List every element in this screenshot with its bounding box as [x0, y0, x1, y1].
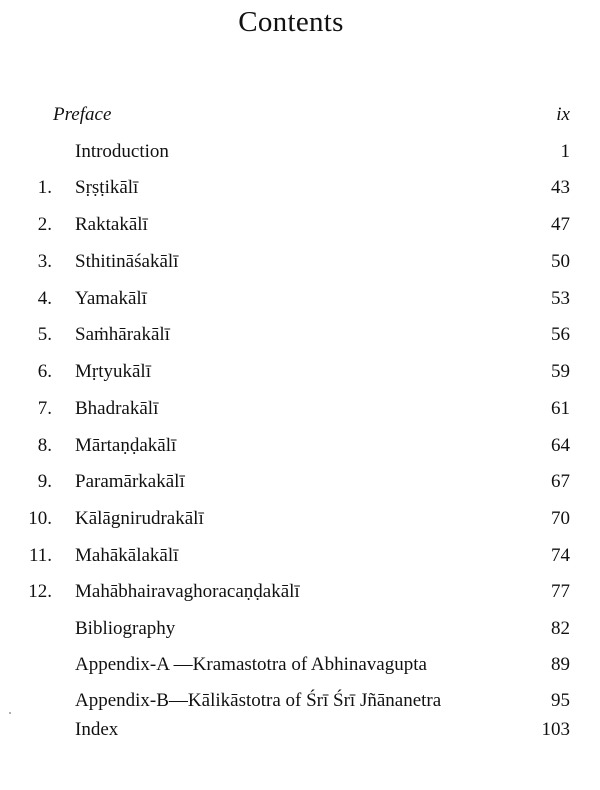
- toc-page-number: 82: [551, 618, 570, 639]
- toc-label: Introduction: [75, 141, 169, 162]
- toc-row-preface[interactable]: [0, 101, 600, 129]
- toc-label: Yamakālī: [75, 288, 147, 309]
- toc-page-number: 103: [541, 719, 570, 740]
- toc-row-introduction[interactable]: [0, 138, 600, 166]
- toc-label: Mṛtyukālī: [75, 361, 151, 382]
- toc-page-number: 53: [551, 288, 570, 309]
- toc-label: Appendix-A —Kramastotra of Abhinavagupta: [75, 654, 427, 675]
- toc-page-number: 67: [551, 471, 570, 492]
- toc-row-chapter-6[interactable]: [0, 358, 600, 386]
- toc-row-chapter-12[interactable]: [0, 578, 600, 606]
- toc-page-number: 59: [551, 361, 570, 382]
- toc-label: Raktakālī: [75, 214, 148, 235]
- toc-row-appendix-b[interactable]: [0, 687, 600, 715]
- toc-page-number: ix: [556, 104, 570, 125]
- toc-row-index[interactable]: [0, 716, 600, 744]
- toc-page-number: 89: [551, 654, 570, 675]
- page-title: Contents: [238, 6, 344, 38]
- toc-page-number: 50: [551, 251, 570, 272]
- toc-page-number: 61: [551, 398, 570, 419]
- scan-speck: [9, 712, 11, 714]
- toc-label: Saṁhārakālī: [75, 324, 170, 345]
- toc-page-number: 1: [560, 141, 570, 162]
- toc-label: Sṛṣṭikālī: [75, 177, 139, 198]
- toc-label: Bibliography: [75, 618, 176, 639]
- toc-page-number: 47: [551, 214, 570, 235]
- toc-number: 6.: [37, 361, 52, 382]
- toc-number: 4.: [37, 288, 52, 309]
- toc-number: 12.: [28, 581, 52, 602]
- toc-number: 10.: [28, 508, 52, 529]
- toc-number: 11.: [28, 545, 52, 566]
- toc-row-chapter-7[interactable]: [0, 395, 600, 423]
- toc-row-chapter-1[interactable]: [0, 174, 600, 202]
- toc-number: 2.: [37, 214, 52, 235]
- toc-label: Paramārkakālī: [75, 471, 185, 492]
- toc-page-number: 43: [551, 177, 570, 198]
- toc-label: Mahābhairavaghoracaṇḍakālī: [75, 581, 300, 602]
- toc-number: 1.: [37, 177, 52, 198]
- toc-row-chapter-3[interactable]: [0, 248, 600, 276]
- toc-row-chapter-5[interactable]: [0, 321, 600, 349]
- toc-page-number: 74: [551, 545, 570, 566]
- toc-label: Mārtaṇḍakālī: [75, 435, 177, 456]
- toc-label: Index: [75, 719, 119, 740]
- toc-number: 9.: [37, 471, 52, 492]
- toc-label: Kālāgnirudrakālī: [75, 508, 204, 529]
- toc-label: Preface: [53, 104, 112, 125]
- toc-row-appendix-a[interactable]: [0, 651, 600, 679]
- toc-number: 3.: [37, 251, 52, 272]
- toc-row-chapter-2[interactable]: [0, 211, 600, 239]
- toc-number: 8.: [37, 435, 52, 456]
- toc-row-bibliography[interactable]: [0, 615, 600, 643]
- toc-label: Bhadrakālī: [75, 398, 159, 419]
- toc-page-number: 95: [551, 690, 570, 711]
- toc-page-number: 56: [551, 324, 570, 345]
- toc-label: Appendix-B—Kālikāstotra of Śrī Śrī Jñānanetra: [75, 690, 442, 711]
- toc-label: Mahākālakālī: [75, 545, 179, 566]
- toc-row-chapter-9[interactable]: [0, 468, 600, 496]
- toc-page-number: 77: [551, 581, 570, 602]
- toc-row-chapter-11[interactable]: [0, 542, 600, 570]
- toc-number: 5.: [37, 324, 52, 345]
- toc-page-number: 70: [551, 508, 570, 529]
- toc-row-chapter-4[interactable]: [0, 285, 600, 313]
- toc-page-number: 64: [551, 435, 570, 456]
- toc-label: Sthitināśakālī: [75, 251, 179, 272]
- toc-number: 7.: [37, 398, 52, 419]
- toc-row-chapter-8[interactable]: [0, 432, 600, 460]
- toc-row-chapter-10[interactable]: [0, 505, 600, 533]
